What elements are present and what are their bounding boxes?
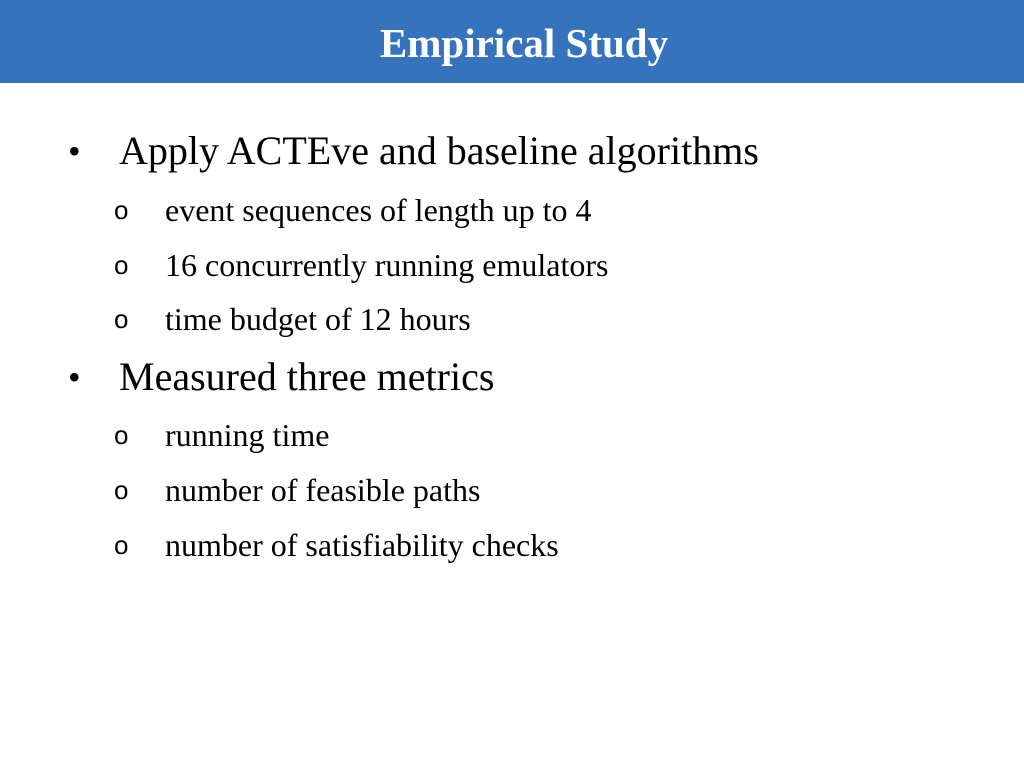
sub-bullet-text: event sequences of length up to 4: [165, 192, 592, 228]
sub-bullet-marker: o: [114, 304, 129, 334]
sub-bullet-marker: o: [114, 420, 129, 450]
sub-bullet-marker: o: [114, 250, 129, 280]
bullet-text: Measured three metrics: [119, 354, 495, 399]
bullet-marker: •: [68, 131, 81, 171]
bullet-text: Apply ACTEve and baseline algorithms: [119, 128, 759, 173]
bullet-marker: •: [68, 357, 81, 397]
sub-bullet-text: 16 concurrently running emulators: [165, 247, 609, 283]
sub-bullet-marker: o: [114, 475, 129, 505]
sub-bullet-text: number of satisfiability checks: [165, 527, 559, 563]
sub-bullet-marker: o: [114, 195, 129, 225]
sub-bullet-text: time budget of 12 hours: [165, 301, 471, 337]
sub-bullet-text: running time: [165, 417, 330, 453]
slide-title: Empirical Study: [379, 20, 669, 66]
sub-bullet-text: number of feasible paths: [165, 472, 481, 508]
sub-bullet-marker: o: [114, 530, 129, 560]
